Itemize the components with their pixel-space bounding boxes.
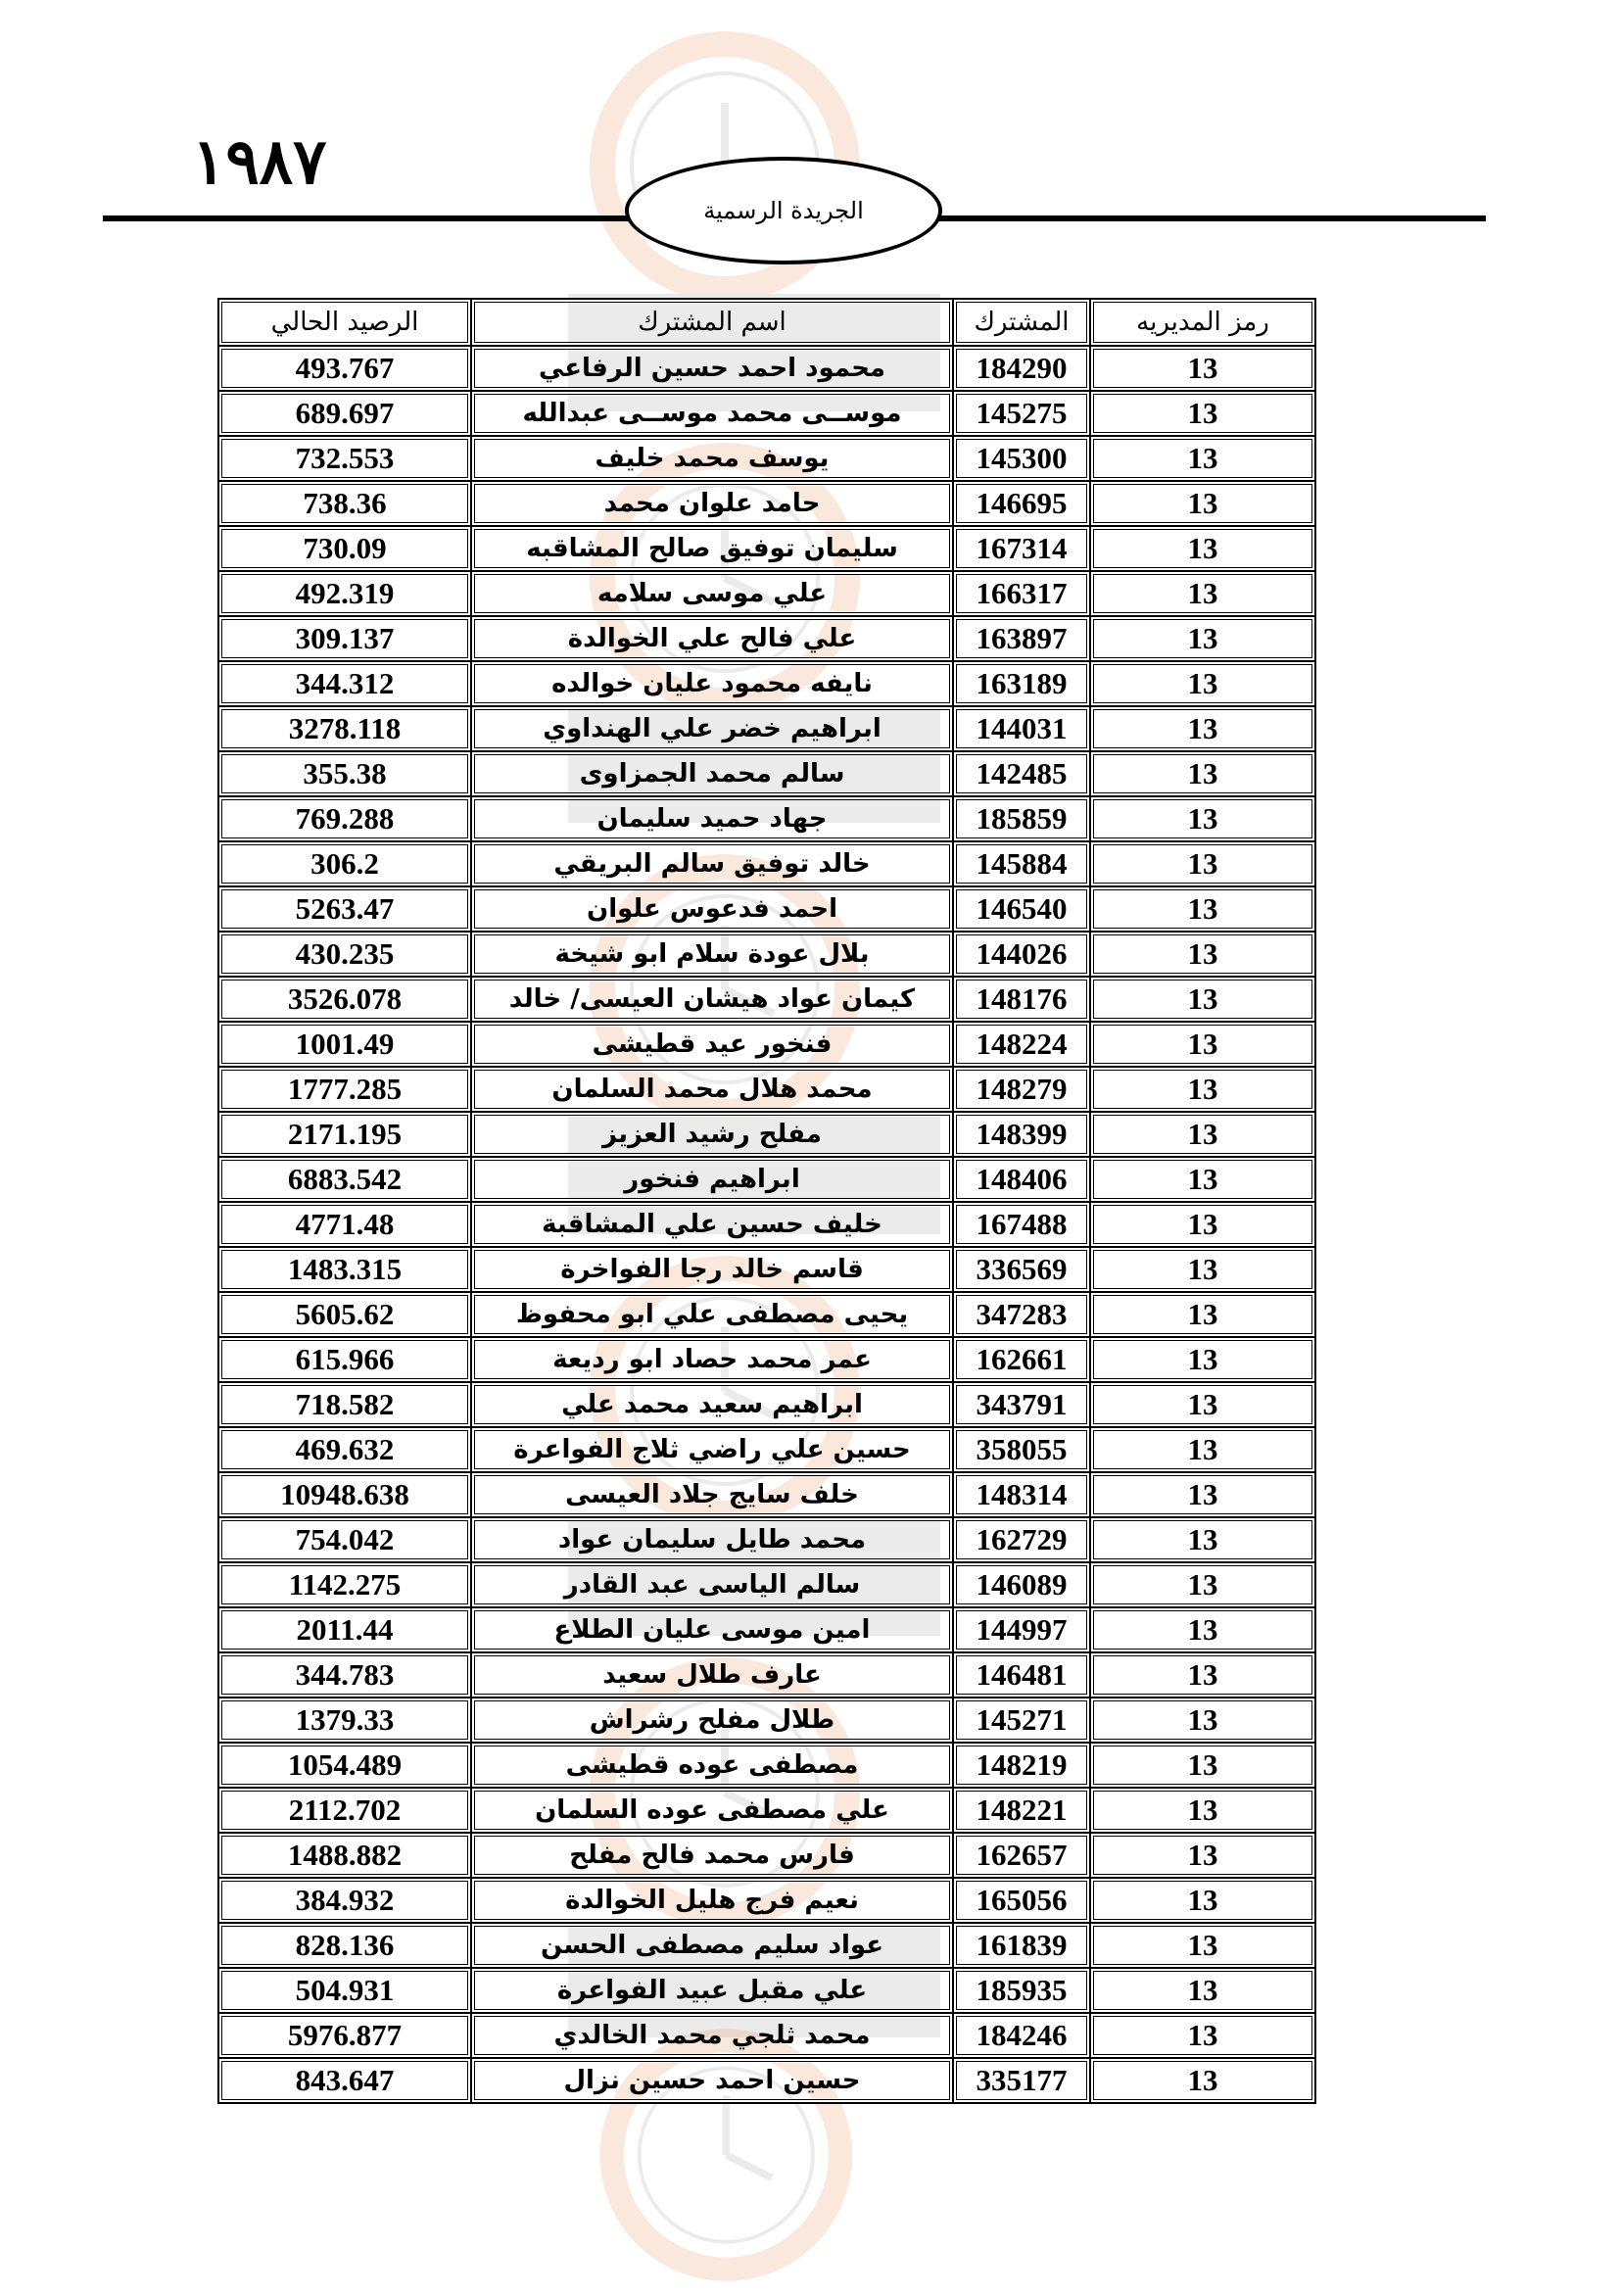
- table-row: [218, 1247, 1315, 1292]
- cell-current-balance: 615.966: [218, 1337, 471, 1382]
- cell-directorate-code: 13: [1090, 706, 1315, 751]
- cell-current-balance: 493.767: [218, 346, 471, 391]
- cell-directorate-code: 13: [1090, 1067, 1315, 1112]
- cell-subscriber-name: بلال عودة سلام ابو شيخة: [471, 932, 953, 977]
- table-row: [218, 1878, 1315, 1923]
- table-row: [218, 1562, 1315, 1607]
- table-row: [218, 1427, 1315, 1472]
- cell-subscriber: 144997: [953, 1607, 1090, 1652]
- cell-subscriber: 184246: [953, 2013, 1090, 2058]
- header-subscriber: المشترك: [953, 299, 1090, 346]
- cell-directorate-code: 13: [1090, 1517, 1315, 1562]
- cell-directorate-code: 13: [1090, 1652, 1315, 1698]
- cell-subscriber: 144031: [953, 706, 1090, 751]
- cell-subscriber: 163189: [953, 661, 1090, 706]
- cell-current-balance: 843.647: [218, 2058, 471, 2103]
- cell-subscriber: 167314: [953, 526, 1090, 571]
- cell-subscriber-name: سالم الياسى عبد القادر: [471, 1562, 953, 1607]
- cell-subscriber-name: نايفه محمود عليان خوالده: [471, 661, 953, 706]
- cell-directorate-code: 13: [1090, 1247, 1315, 1292]
- table-row: [218, 796, 1315, 841]
- table-row: [218, 1607, 1315, 1652]
- table-row: [218, 1202, 1315, 1247]
- table-row: [218, 886, 1315, 932]
- cell-directorate-code: 13: [1090, 932, 1315, 977]
- table-row: [218, 2058, 1315, 2103]
- cell-subscriber: 148399: [953, 1112, 1090, 1157]
- cell-subscriber-name: علي مصطفى عوده السلمان: [471, 1788, 953, 1833]
- cell-current-balance: 769.288: [218, 796, 471, 841]
- cell-subscriber-name: حسين احمد حسين نزال: [471, 2058, 953, 2103]
- cell-subscriber: 343791: [953, 1382, 1090, 1427]
- cell-subscriber-name: سالم محمد الجمزاوى: [471, 751, 953, 796]
- table-row: [218, 1067, 1315, 1112]
- cell-directorate-code: 13: [1090, 346, 1315, 391]
- cell-subscriber: 148219: [953, 1743, 1090, 1788]
- cell-directorate-code: 13: [1090, 977, 1315, 1022]
- table-row: [218, 346, 1315, 391]
- cell-directorate-code: 13: [1090, 481, 1315, 526]
- cell-current-balance: 355.38: [218, 751, 471, 796]
- cell-subscriber-name: حامد علوان محمد: [471, 481, 953, 526]
- cell-current-balance: 828.136: [218, 1923, 471, 1968]
- cell-directorate-code: 13: [1090, 1427, 1315, 1472]
- cell-current-balance: 718.582: [218, 1382, 471, 1427]
- cell-subscriber: 148406: [953, 1157, 1090, 1202]
- table-row: [218, 1022, 1315, 1067]
- cell-subscriber-name: احمد فدعوس علوان: [471, 886, 953, 932]
- cell-subscriber: 336569: [953, 1247, 1090, 1292]
- cell-subscriber: 347283: [953, 1292, 1090, 1337]
- cell-current-balance: 6883.542: [218, 1157, 471, 1202]
- page-number: ١٩٨٧: [192, 125, 327, 199]
- header-current-balance: الرصيد الحالي: [218, 299, 471, 346]
- cell-current-balance: 2171.195: [218, 1112, 471, 1157]
- cell-directorate-code: 13: [1090, 1382, 1315, 1427]
- cell-subscriber: 165056: [953, 1878, 1090, 1923]
- cell-subscriber-name: حسين علي راضي ثلاج الفواعرة: [471, 1427, 953, 1472]
- cell-directorate-code: 13: [1090, 1923, 1315, 1968]
- table-row: [218, 706, 1315, 751]
- gazette-title-oval: [625, 157, 942, 264]
- cell-current-balance: 1054.489: [218, 1743, 471, 1788]
- cell-subscriber-name: خلف سايج جلاد العيسى: [471, 1472, 953, 1517]
- cell-subscriber: 166317: [953, 571, 1090, 616]
- cell-subscriber-name: نعيم فرج هليل الخوالدة: [471, 1878, 953, 1923]
- table-row: [218, 1652, 1315, 1698]
- table-row: [218, 841, 1315, 886]
- cell-subscriber-name: علي مقبل عبيد الفواعرة: [471, 1968, 953, 2013]
- cell-directorate-code: 13: [1090, 391, 1315, 436]
- cell-directorate-code: 13: [1090, 1878, 1315, 1923]
- cell-subscriber: 163897: [953, 616, 1090, 661]
- table-row: [218, 1472, 1315, 1517]
- cell-current-balance: 732.553: [218, 436, 471, 481]
- cell-directorate-code: 13: [1090, 1472, 1315, 1517]
- cell-subscriber: 148176: [953, 977, 1090, 1022]
- table-row: [218, 751, 1315, 796]
- cell-current-balance: 1483.315: [218, 1247, 471, 1292]
- cell-directorate-code: 13: [1090, 886, 1315, 932]
- cell-subscriber: 145271: [953, 1698, 1090, 1743]
- cell-current-balance: 1777.285: [218, 1067, 471, 1112]
- cell-subscriber: 335177: [953, 2058, 1090, 2103]
- cell-subscriber: 145884: [953, 841, 1090, 886]
- cell-subscriber-name: فنخور عيد قطيشى: [471, 1022, 953, 1067]
- table-row: [218, 526, 1315, 571]
- cell-directorate-code: 13: [1090, 1833, 1315, 1878]
- cell-subscriber-name: مفلح رشيد العزيز: [471, 1112, 953, 1157]
- cell-directorate-code: 13: [1090, 436, 1315, 481]
- table-row: [218, 1382, 1315, 1427]
- table-row: [218, 2013, 1315, 2058]
- table-row: [218, 1112, 1315, 1157]
- cell-directorate-code: 13: [1090, 616, 1315, 661]
- cell-directorate-code: 13: [1090, 1337, 1315, 1382]
- cell-directorate-code: 13: [1090, 1157, 1315, 1202]
- cell-current-balance: 1142.275: [218, 1562, 471, 1607]
- cell-subscriber: 144026: [953, 932, 1090, 977]
- cell-subscriber: 145300: [953, 436, 1090, 481]
- cell-current-balance: 384.932: [218, 1878, 471, 1923]
- table-row: [218, 571, 1315, 616]
- table-row: [218, 481, 1315, 526]
- cell-subscriber-name: محمد هلال محمد السلمان: [471, 1067, 953, 1112]
- cell-subscriber-name: خالد توفيق سالم البريقي: [471, 841, 953, 886]
- table-header-row: [218, 299, 1315, 346]
- cell-directorate-code: 13: [1090, 796, 1315, 841]
- table-row: [218, 391, 1315, 436]
- cell-subscriber-name: علي موسى سلامه: [471, 571, 953, 616]
- cell-current-balance: 3526.078: [218, 977, 471, 1022]
- cell-directorate-code: 13: [1090, 1022, 1315, 1067]
- cell-subscriber-name: علي فالح علي الخوالدة: [471, 616, 953, 661]
- cell-current-balance: 1379.33: [218, 1698, 471, 1743]
- cell-directorate-code: 13: [1090, 1788, 1315, 1833]
- cell-subscriber-name: امين موسى عليان الطلاع: [471, 1607, 953, 1652]
- cell-directorate-code: 13: [1090, 1112, 1315, 1157]
- cell-subscriber-name: عواد سليم مصطفى الحسن: [471, 1923, 953, 1968]
- table-row: [218, 436, 1315, 481]
- cell-directorate-code: 13: [1090, 751, 1315, 796]
- table-row: [218, 1833, 1315, 1878]
- cell-current-balance: 4771.48: [218, 1202, 471, 1247]
- cell-subscriber-name: عارف طلال سعيد: [471, 1652, 953, 1698]
- cell-subscriber-name: طلال مفلح رشراش: [471, 1698, 953, 1743]
- cell-directorate-code: 13: [1090, 841, 1315, 886]
- cell-current-balance: 754.042: [218, 1517, 471, 1562]
- cell-current-balance: 430.235: [218, 932, 471, 977]
- table-row: [218, 1292, 1315, 1337]
- cell-directorate-code: 13: [1090, 1292, 1315, 1337]
- cell-directorate-code: 13: [1090, 571, 1315, 616]
- cell-subscriber-name: مصطفى عوده قطيشى: [471, 1743, 953, 1788]
- cell-subscriber: 146540: [953, 886, 1090, 932]
- cell-current-balance: 689.697: [218, 391, 471, 436]
- cell-subscriber: 185859: [953, 796, 1090, 841]
- cell-subscriber: 145275: [953, 391, 1090, 436]
- table-row: [218, 1743, 1315, 1788]
- cell-directorate-code: 13: [1090, 2013, 1315, 2058]
- cell-subscriber-name: فارس محمد فالح مفلح: [471, 1833, 953, 1878]
- cell-current-balance: 5976.877: [218, 2013, 471, 2058]
- cell-subscriber: 358055: [953, 1427, 1090, 1472]
- cell-directorate-code: 13: [1090, 1607, 1315, 1652]
- cell-subscriber-name: يوسف محمد خليف: [471, 436, 953, 481]
- cell-subscriber: 148224: [953, 1022, 1090, 1067]
- cell-subscriber-name: خليف حسين علي المشاقبة: [471, 1202, 953, 1247]
- cell-subscriber: 185935: [953, 1968, 1090, 2013]
- cell-subscriber-name: ابراهيم فنخور: [471, 1157, 953, 1202]
- cell-current-balance: 344.312: [218, 661, 471, 706]
- cell-subscriber-name: محمود احمد حسين الرفاعي: [471, 346, 953, 391]
- cell-subscriber-name: كيمان عواد هيشان العيسى/ خالد: [471, 977, 953, 1022]
- header-subscriber-name: اسم المشترك: [471, 299, 953, 346]
- cell-subscriber: 162657: [953, 1833, 1090, 1878]
- cell-subscriber: 142485: [953, 751, 1090, 796]
- cell-directorate-code: 13: [1090, 1202, 1315, 1247]
- cell-current-balance: 10948.638: [218, 1472, 471, 1517]
- cell-subscriber-name: يحيى مصطفى علي ابو محفوظ: [471, 1292, 953, 1337]
- table-row: [218, 1788, 1315, 1833]
- cell-subscriber: 146695: [953, 481, 1090, 526]
- table-body: [218, 346, 1315, 2103]
- cell-subscriber: 148314: [953, 1472, 1090, 1517]
- cell-current-balance: 2011.44: [218, 1607, 471, 1652]
- cell-subscriber: 184290: [953, 346, 1090, 391]
- table-row: [218, 1517, 1315, 1562]
- gazette-title: الجريدة الرسمية: [703, 197, 864, 224]
- table-row: [218, 1698, 1315, 1743]
- table-row: [218, 977, 1315, 1022]
- table-row: [218, 661, 1315, 706]
- table-row: [218, 932, 1315, 977]
- table-row: [218, 1337, 1315, 1382]
- cell-subscriber-name: ابراهيم سعيد محمد علي: [471, 1382, 953, 1427]
- cell-directorate-code: 13: [1090, 526, 1315, 571]
- cell-current-balance: 469.632: [218, 1427, 471, 1472]
- cell-current-balance: 2112.702: [218, 1788, 471, 1833]
- cell-current-balance: 504.931: [218, 1968, 471, 2013]
- cell-current-balance: 5605.62: [218, 1292, 471, 1337]
- cell-subscriber: 146481: [953, 1652, 1090, 1698]
- cell-current-balance: 3278.118: [218, 706, 471, 751]
- cell-subscriber: 161839: [953, 1923, 1090, 1968]
- header-directorate-code: رمز المديريه: [1090, 299, 1315, 346]
- table-row: [218, 1968, 1315, 2013]
- cell-subscriber-name: محمد طايل سليمان عواد: [471, 1517, 953, 1562]
- cell-subscriber-name: ابراهيم خضر علي الهنداوي: [471, 706, 953, 751]
- cell-subscriber: 148221: [953, 1788, 1090, 1833]
- cell-subscriber-name: سليمان توفيق صالح المشاقبه: [471, 526, 953, 571]
- cell-subscriber: 167488: [953, 1202, 1090, 1247]
- cell-directorate-code: 13: [1090, 2058, 1315, 2103]
- cell-current-balance: 1488.882: [218, 1833, 471, 1878]
- table-row: [218, 1157, 1315, 1202]
- cell-directorate-code: 13: [1090, 1743, 1315, 1788]
- cell-directorate-code: 13: [1090, 1562, 1315, 1607]
- cell-directorate-code: 13: [1090, 1698, 1315, 1743]
- cell-current-balance: 730.09: [218, 526, 471, 571]
- cell-directorate-code: 13: [1090, 1968, 1315, 2013]
- cell-directorate-code: 13: [1090, 661, 1315, 706]
- cell-current-balance: 344.783: [218, 1652, 471, 1698]
- subscribers-table-wrapper: [217, 298, 1314, 2104]
- cell-current-balance: 306.2: [218, 841, 471, 886]
- cell-current-balance: 492.319: [218, 571, 471, 616]
- cell-subscriber: 148279: [953, 1067, 1090, 1112]
- cell-current-balance: 5263.47: [218, 886, 471, 932]
- cell-current-balance: 1001.49: [218, 1022, 471, 1067]
- table-row: [218, 1923, 1315, 1968]
- cell-subscriber-name: قاسم خالد رجا الفواخرة: [471, 1247, 953, 1292]
- cell-subscriber-name: موســى محمد موســى عبدالله: [471, 391, 953, 436]
- cell-subscriber: 162661: [953, 1337, 1090, 1382]
- cell-subscriber-name: عمر محمد حصاد ابو رديعة: [471, 1337, 953, 1382]
- table-row: [218, 616, 1315, 661]
- cell-subscriber: 162729: [953, 1517, 1090, 1562]
- cell-subscriber-name: محمد ثلجي محمد الخالدي: [471, 2013, 953, 2058]
- cell-current-balance: 738.36: [218, 481, 471, 526]
- cell-subscriber-name: جهاد حميد سليمان: [471, 796, 953, 841]
- cell-current-balance: 309.137: [218, 616, 471, 661]
- subscribers-table: [217, 298, 1316, 2104]
- cell-subscriber: 146089: [953, 1562, 1090, 1607]
